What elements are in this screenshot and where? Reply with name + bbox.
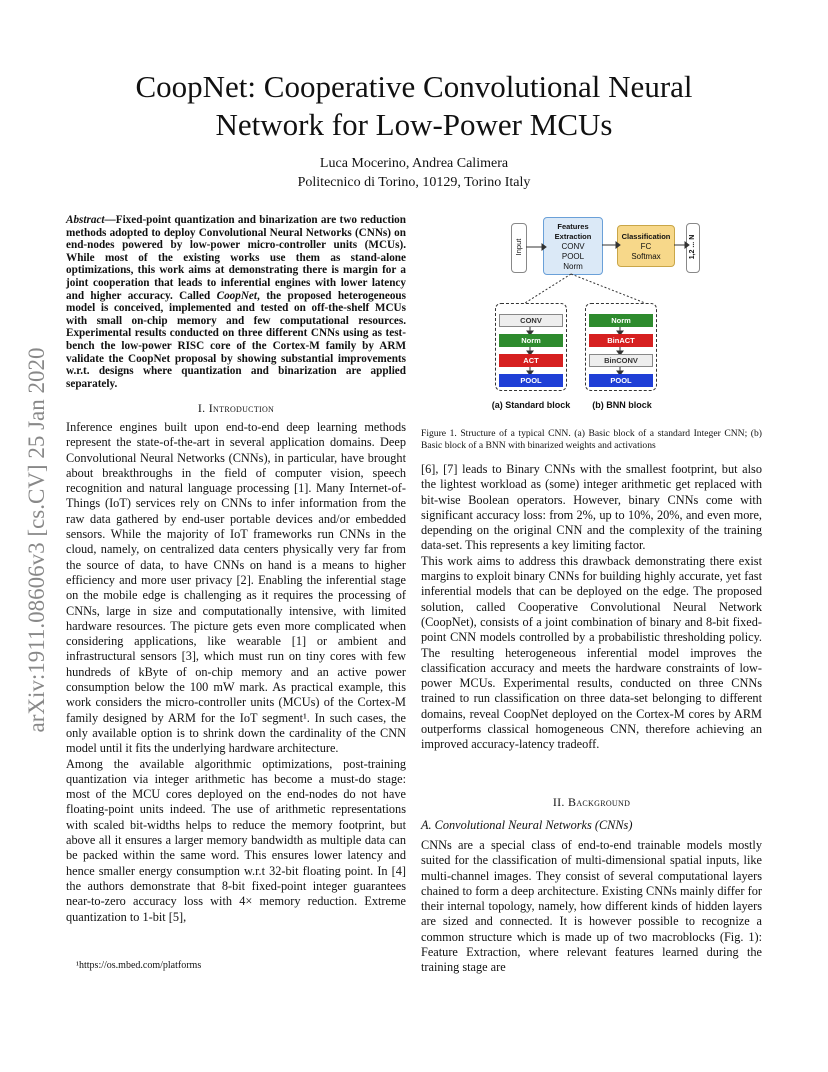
classification-title: Classification [621, 232, 671, 241]
arxiv-identifier: arXiv:1911.08606v3 [cs.CV] 25 Jan 2020 [24, 347, 49, 733]
author-block [60, 154, 768, 192]
feat-item-pool: POOL [561, 252, 585, 261]
background-paragraph-1: CNNs are a special class of end-to-end trainable models mostly suited for the classification of multi-dimensional spatial inputs, like multi-channel images. They consist of several computational layers chained to form a deep architecture. Existing CNNs mainly differ for their internal topology, namely, how different kinds of hidden layers are sized and connected. It is however possible to recognize a common structure which is made up of two macroblocks (Fig. 1): Feature Extraction, where relevant features learned during the training stage are [421, 838, 762, 975]
feat-item-conv: CONV [561, 242, 585, 251]
input-label: Input [514, 238, 523, 256]
features-title: Features Extraction [554, 222, 592, 241]
std-act: ACT [499, 354, 563, 367]
bnn-norm: Norm [589, 314, 653, 327]
bnn-pool: POOL [589, 374, 653, 387]
abstract [66, 214, 406, 390]
title-line-2: Network for Low-Power MCUs [215, 107, 613, 142]
intro-body [66, 420, 406, 925]
cls-item-softmax: Softmax [631, 252, 661, 261]
intro-paragraph-2: Among the available algorithmic optimizations, post-training quantization via integer arithmetic has become a must-do stage: most of the MCU cores deployed on the end-nodes do not have floating-point units indeed. The use of arithmetic representations with scaled bit-widths helps to reduce the memory footprint, but above all it ensures a larger memory bandwidth as multiple data can be packed within the same word. This ensures lower latency and hence smaller energy consumption w.r.t 32-bit floating point. In [4] the authors demonstrate that 8-bit fixed-point integer guarantees near-to-zero accuracy loss with 4× memory reduction. Extreme quantization to 1-bit [5], [66, 756, 406, 924]
right-paragraph-1: [6], [7] leads to Binary CNNs with the smallest footprint, but also the lightest workload as (some) integer arithmetic get replaced with bit-wise Boolean operators. However, binary CNNs come with significant accuracy loss: from 2%, up to 10%, 20%, and even more, depending on the original CNN and the complexity of the training data-set. This represents a key limiting factor. [421, 462, 762, 553]
title-line-1: CoopNet: Cooperative Convolutional Neural [135, 69, 693, 104]
bnn-binconv: BinCONV [589, 354, 653, 367]
author-affiliation: Politecnico di Torino, 10129, Torino Italy [297, 175, 531, 190]
footnote: ¹https://os.mbed.com/platforms [76, 960, 202, 971]
standard-block-label: (a) Standard block [491, 400, 571, 410]
output-label: 1,2 ... N [689, 234, 696, 260]
right-body-top [421, 462, 762, 753]
abstract-text: —Fixed-point quantization and binarization are two reduction methods adopted to deploy Convolutional Neural Networks (CNNs) on end-nodes powered by low-power micro-controller units (MCUs). While most of the existing works use them as stand-alone optimizations, this work aims at demonstrating there is margin for a joint cooperation that leads to inferential engines with lower latency and higher accuracy. Called [66, 214, 406, 302]
abstract-text-2: , the proposed heterogeneous model is conceived, implemented and tested on off-the-shelf MCUs with small on-chip memory and few computational resources. Experimental results conducted on three different CNNs using as test-bench the low-power RISC core of the Cortex-M family by ARM validate the CoopNet proposal by showing substantial improvements w.r.t. designs where quantization and binarization are applied separately. [66, 289, 406, 390]
bnn-block-label: (b) BNN block [592, 400, 652, 410]
subsection-cnn-heading: A. Convolutional Neural Networks (CNNs) [421, 818, 633, 832]
intro-paragraph-1: Inference engines built upon end-to-end deep learning methods represent the state-of-the-art in several application domains. Deep Convolutional Neural Networks (CNNs), in particular, have brought about breakthroughs in the field of computer vision, speech recognition and natural language processing [1]. Many Internet-of-Things (IoT) services rely on CNNs to infer information from the raw data gathered by end-user portable devices and/or embedded sensors. While the majority of IoT frameworks run CNNs in the cloud, namely, on centralized data centers physically very far from the source of data, to have CNNs on hand is a means to higher efficiency and more user privacy [2]. Enabling the inferential stage on the mobile edge is challenging as it requires the processing of CNNs, large in size and computationally intensive, with limited hardware resources. The picture gets even more complicated when considering applications, like wearable [1] or ambient and infrastructural sensors [3], which must run on tiny cores with few hundreds of kByte of on-chip memory and an active power consumption below the 100 mW mark. As practical example, this work considers the micro-controller units (MCUs) of the Cortex-M family designed by ARM for the IoT segment¹. In such cases, the only available option is to shrink down the cardinality of the CNN model until it fits the underlying hardware architecture. [66, 420, 406, 756]
section-intro-heading: I. Introduction [197, 401, 275, 415]
std-conv: CONV [499, 314, 563, 327]
section-background-heading: II. Background [552, 795, 631, 809]
abstract-name: CoopNet [216, 289, 258, 302]
cls-item-fc: FC [640, 242, 652, 251]
paper-title [60, 68, 768, 144]
std-pool: POOL [499, 374, 563, 387]
author-names: Luca Mocerino, Andrea Calimera [319, 156, 509, 171]
std-norm: Norm [499, 334, 563, 347]
figure-1-caption: Figure 1. Structure of a typical CNN. (a) Basic block of a standard Integer CNN; (b) Basic block of a BNN with binarized weights and activations [421, 428, 762, 451]
background-body [421, 838, 762, 976]
feat-item-norm: Norm [563, 262, 583, 271]
right-paragraph-2: This work aims to address this drawback demonstrating there exist margins to exploit binary CNNs for building highly accurate, yet fast inferential models that can be deployed on the edge. The proposed solution, called Cooperative Convolutional Neural Network (CoopNet), consists of a joint combination of binary and 8-bit fixed-point CNN models controlled by a probabilistic thresholding policy. The resulting heterogeneous inferential model improves the classification accuracy and meets the hardware constraints of low-power MCUs. Experimental results, conducted on three CNNs trained to run classification on three data-set belonging to different domains, reveal CoopNet deployed on the Cortex-M cores by ARM outperforms classical homogeneous CNN, therefore achieving an improved accuracy-latency tradeoff. [421, 553, 762, 752]
abstract-lead: Abstract [66, 214, 105, 226]
bnn-binact: BinACT [589, 334, 653, 347]
figure-1-diagram [491, 215, 715, 415]
